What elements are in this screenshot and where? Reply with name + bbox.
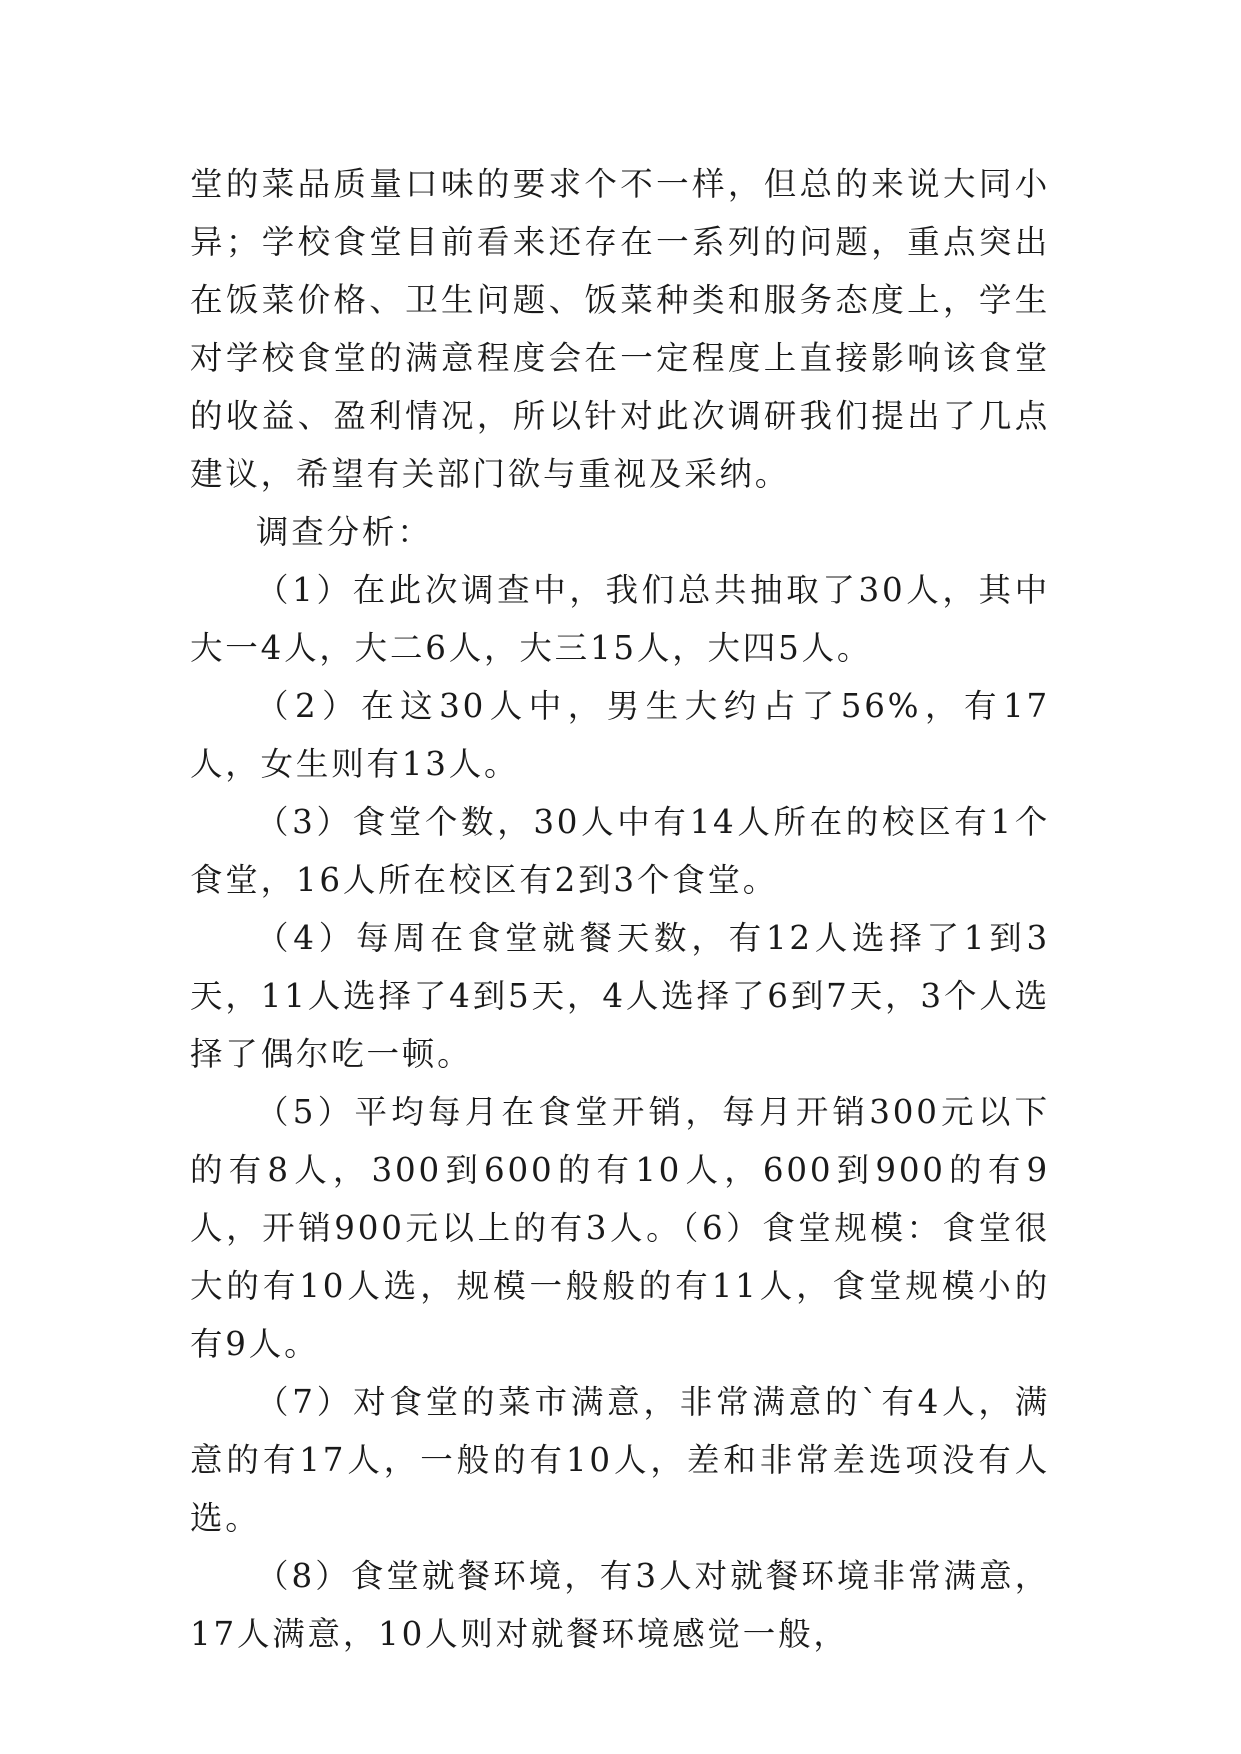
- paragraph-analysis-heading: 调查分析：: [256, 513, 433, 551]
- paragraph-item-7: （7）对食堂的菜市满意，非常满意的`有4人，满意的有17人，一般的有10人，差和非常差选项没有人选。: [190, 1383, 1050, 1537]
- paragraph-item-1: （1）在此次调查中，我们总共抽取了30人，其中大一4人，大二6人，大三15人，大四5人。: [190, 571, 1050, 667]
- document-page: [190, 155, 1050, 1663]
- paragraph-item-3: （3）食堂个数，30人中有14人所在的校区有1个食堂，16人所在校区有2到3个食堂。: [190, 803, 1050, 899]
- paragraph-item-8: （8）食堂就餐环境，有3人对就餐环境非常满意，17人满意，10人则对就餐环境感觉一般，: [190, 1557, 1050, 1653]
- paragraph-item-4: （4）每周在食堂就餐天数，有12人选择了1到3天，11人选择了4到5天，4人选择了6到7天，3个人选择了偶尔吃一顿。: [190, 919, 1050, 1073]
- paragraph-intro-continuation: 堂的菜品质量口味的要求个不一样，但总的来说大同小异；学校食堂目前看来还存在一系列的问题，重点突出在饭菜价格、卫生问题、饭菜种类和服务态度上，学生对学校食堂的满意程度会在一定程度上直接影响该食堂的收益、盈利情况，所以针对此次调研我们提出了几点建议，希望有关部门欲与重视及采纳。: [190, 165, 1050, 493]
- paragraph-item-5-6: （5）平均每月在食堂开销，每月开销300元以下的有8人，300到600的有10人，600到900的有9人，开销900元以上的有3人。（6）食堂规模：食堂很大的有10人选，规模一般般的有11人，食堂规模小的有9人。: [190, 1093, 1050, 1363]
- paragraph-item-2: （2）在这30人中，男生大约占了56%，有17人，女生则有13人。: [190, 687, 1050, 783]
